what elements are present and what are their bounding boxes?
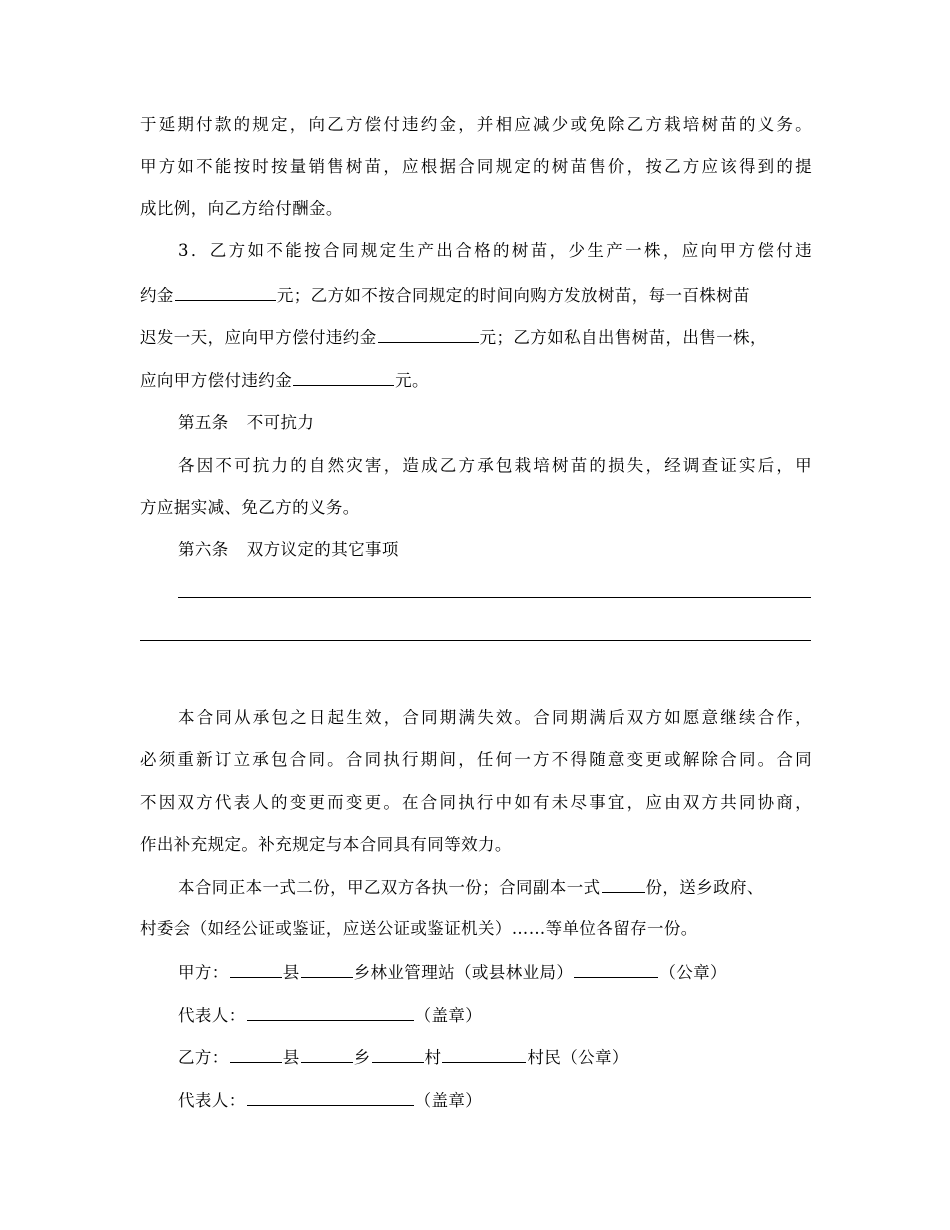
fill-blank: [602, 876, 645, 893]
party-a-line: [178, 961, 727, 984]
paragraph-line: 方应据实减、免乙方的义务。: [140, 498, 360, 517]
paragraph-line: 于延期付款的规定，向乙方偿付违约金，并相应减少或免除乙方栽培树苗的义务。: [140, 115, 812, 134]
fill-blank: [301, 1046, 353, 1063]
township-label: 乡: [353, 1048, 371, 1067]
county-label: 县: [282, 963, 300, 982]
official-seal-label: （公章）: [659, 963, 727, 982]
county-label: 县: [282, 1048, 300, 1067]
text-segment: 元；乙方如不按合同规定的时间向购方发放树苗，每一百株树苗: [276, 286, 751, 305]
forestry-station-label: 乡林业管理站（或县林业局）: [353, 963, 574, 982]
fill-blank: [574, 961, 658, 978]
paragraph-line: 不因双方代表人的变更而变更。在合同执行中如有未尽事宜，应由双方共同协商，: [140, 793, 812, 812]
text-segment: 元。: [395, 371, 429, 390]
text-segment: 元；乙方如私自出售树苗，出售一株，: [479, 328, 767, 347]
representative-label: 代表人：: [178, 1091, 246, 1110]
text-segment: 应向甲方偿付违约金: [140, 371, 293, 390]
paragraph-line: [140, 369, 429, 392]
village-label: 村: [424, 1048, 442, 1067]
fill-blank: [175, 284, 276, 301]
article-number: 第五条: [178, 413, 229, 432]
paragraph-line: 必须重新订立承包合同。合同执行期间，任何一方不得随意变更或解除合同。合同: [140, 750, 812, 769]
fill-blank: [378, 326, 479, 343]
clause-item-3: 3．乙方如不能按合同规定生产出合格的树苗，少生产一株，应向甲方偿付违: [178, 241, 812, 260]
paragraph-line: [140, 284, 750, 307]
article-6-heading: [178, 539, 399, 561]
fill-blank: [230, 961, 282, 978]
fill-blank: [293, 369, 394, 386]
party-b-representative-line: [178, 1089, 482, 1112]
paragraph-line: 本合同从承包之日起生效，合同期满失效。合同期满后双方如愿意继续合作，: [178, 708, 812, 727]
article-title: 不可抗力: [246, 413, 315, 432]
text-segment: 迟发一天，应向甲方偿付违约金: [140, 328, 377, 347]
paragraph-line: 成比例，向乙方给付酬金。: [140, 199, 343, 218]
stamp-label: （盖章）: [414, 1091, 483, 1110]
text-segment: 本合同正本一式二份，甲乙双方各执一份；合同副本一式: [178, 878, 601, 897]
party-b-line: [178, 1046, 629, 1069]
article-5-heading: [178, 412, 314, 434]
paragraph-line: [140, 326, 767, 349]
blank-rule-line: [140, 640, 811, 641]
paragraph-line: 甲方如不能按时按量销售树苗，应根据合同规定的树苗售价，按乙方应该得到的提: [140, 157, 812, 176]
article-number: 第六条: [178, 540, 229, 559]
villager-seal-label: 村民（公章）: [527, 1048, 629, 1067]
party-a-label: 甲方：: [178, 963, 229, 982]
paragraph-line: 村委会（如经公证或鉴证，应送公证或鉴证机关）……等单位各留存一份。: [140, 919, 698, 938]
paragraph-line: 作出补充规定。补充规定与本合同具有同等效力。: [140, 835, 512, 854]
stamp-label: （盖章）: [414, 1006, 483, 1025]
blank-rule-line: [178, 597, 811, 598]
party-b-label: 乙方：: [178, 1048, 229, 1067]
fill-blank: [247, 1004, 414, 1021]
paragraph-line: 各因不可抗力的自然灾害，造成乙方承包栽培树苗的损失，经调查证实后，甲: [178, 456, 812, 475]
fill-blank: [301, 961, 353, 978]
fill-blank: [442, 1046, 526, 1063]
text-segment: 份，送乡政府、: [645, 878, 764, 897]
party-a-representative-line: [178, 1004, 482, 1027]
paragraph-line: [178, 876, 764, 899]
representative-label: 代表人：: [178, 1006, 246, 1025]
fill-blank: [230, 1046, 282, 1063]
article-title: 双方议定的其它事项: [246, 540, 399, 559]
text-segment: 约金: [140, 286, 174, 305]
fill-blank: [247, 1089, 414, 1106]
fill-blank: [372, 1046, 424, 1063]
